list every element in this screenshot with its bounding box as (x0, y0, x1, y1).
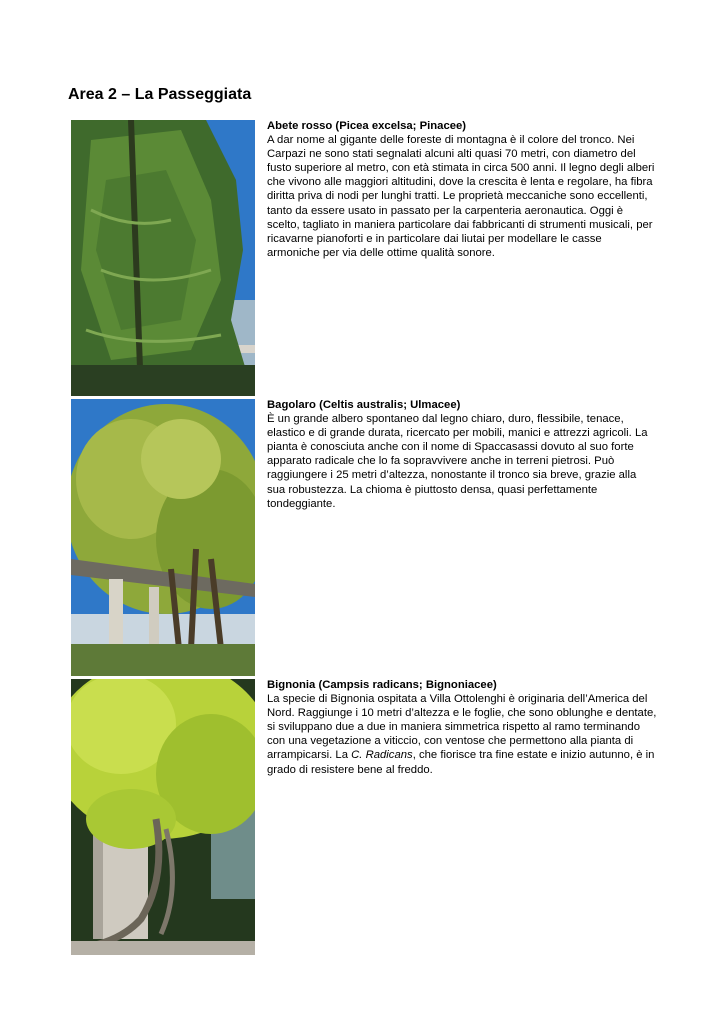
entry-picea-excelsa (267, 119, 657, 260)
celtis-photo (71, 399, 255, 676)
entry-heading: Bignonia (Campsis radicans; Bignoniacee) (267, 679, 497, 691)
entry-heading: Abete rosso (Picea excelsa; Pinacee) (267, 120, 467, 132)
entry-celtis-australis (267, 398, 657, 511)
entry-text: È un grande albero spontaneo dal legno chiaro, duro, flessibile, tenace, elastico e di grande durata, ricercato per mobili, manici e attrezzi agricoli. La pianta è conosciuta anche con il nome di Spaccasassi dovuto al suo forte apparato radicale che lo fa sopravvivere anche in terreni pietrosi. Può raggiungere i 25 metri d’altezza, nonostante il tronco sia breve, grazie alla sua robustezza. La chioma è piuttosto densa, quasi perfettamente tondeggiante. (267, 413, 648, 510)
page-title: Area 2 – La Passeggiata (68, 86, 252, 103)
bignonia-photo (71, 679, 255, 955)
entry-text: A dar nome al gigante delle foreste di montagna è il colore del tronco. Nei Carpazi ne sono stati segnalati alcuni alti quasi 70 metri, con diametro del fusto superiore al metro, con età stimata in circa 500 anni. Il legno degli alberi che vivono alle maggiori altitudini, dove la crescita è lenta e regolare, ha fibra diritta priva di nodi per lunghi tratti. Le proprietà meccaniche sono eccellenti, tanto da essere usato in passato per la carpenteria aeronautica. Oggi è scelto, tagliato in maniera particolare dai fabbricanti di strumenti musicali, per ricavarne pianoforti e in particolare dai liutai per modellare le casse armoniche per via delle ottime qualità sonore. (267, 134, 655, 259)
entry-text-part: , che fiorisce tra fine estate e inizio autunno, è in grado di resistere bene al freddo. (267, 749, 655, 776)
species-name-italic: C. Radicans (351, 749, 413, 762)
entry-campsis-radicans (267, 678, 657, 777)
entry-text-part: La specie di Bignonia ospitata a Villa Ottolenghi è originaria dell’America del Nord. Raggiunge i 10 metri d’altezza e le foglie, che sono oblunghe e dentate, si sviluppano due a due in maniera simmetrica rispetto al ramo terminando con una vegetazione a viticcio, con ventose che permettono alla pianta di arrampicarsi. La (267, 693, 657, 762)
entry-heading: Bagolaro (Celtis australis; Ulmacee) (267, 399, 461, 411)
spruce-photo (71, 120, 255, 396)
entry-text (267, 692, 657, 777)
